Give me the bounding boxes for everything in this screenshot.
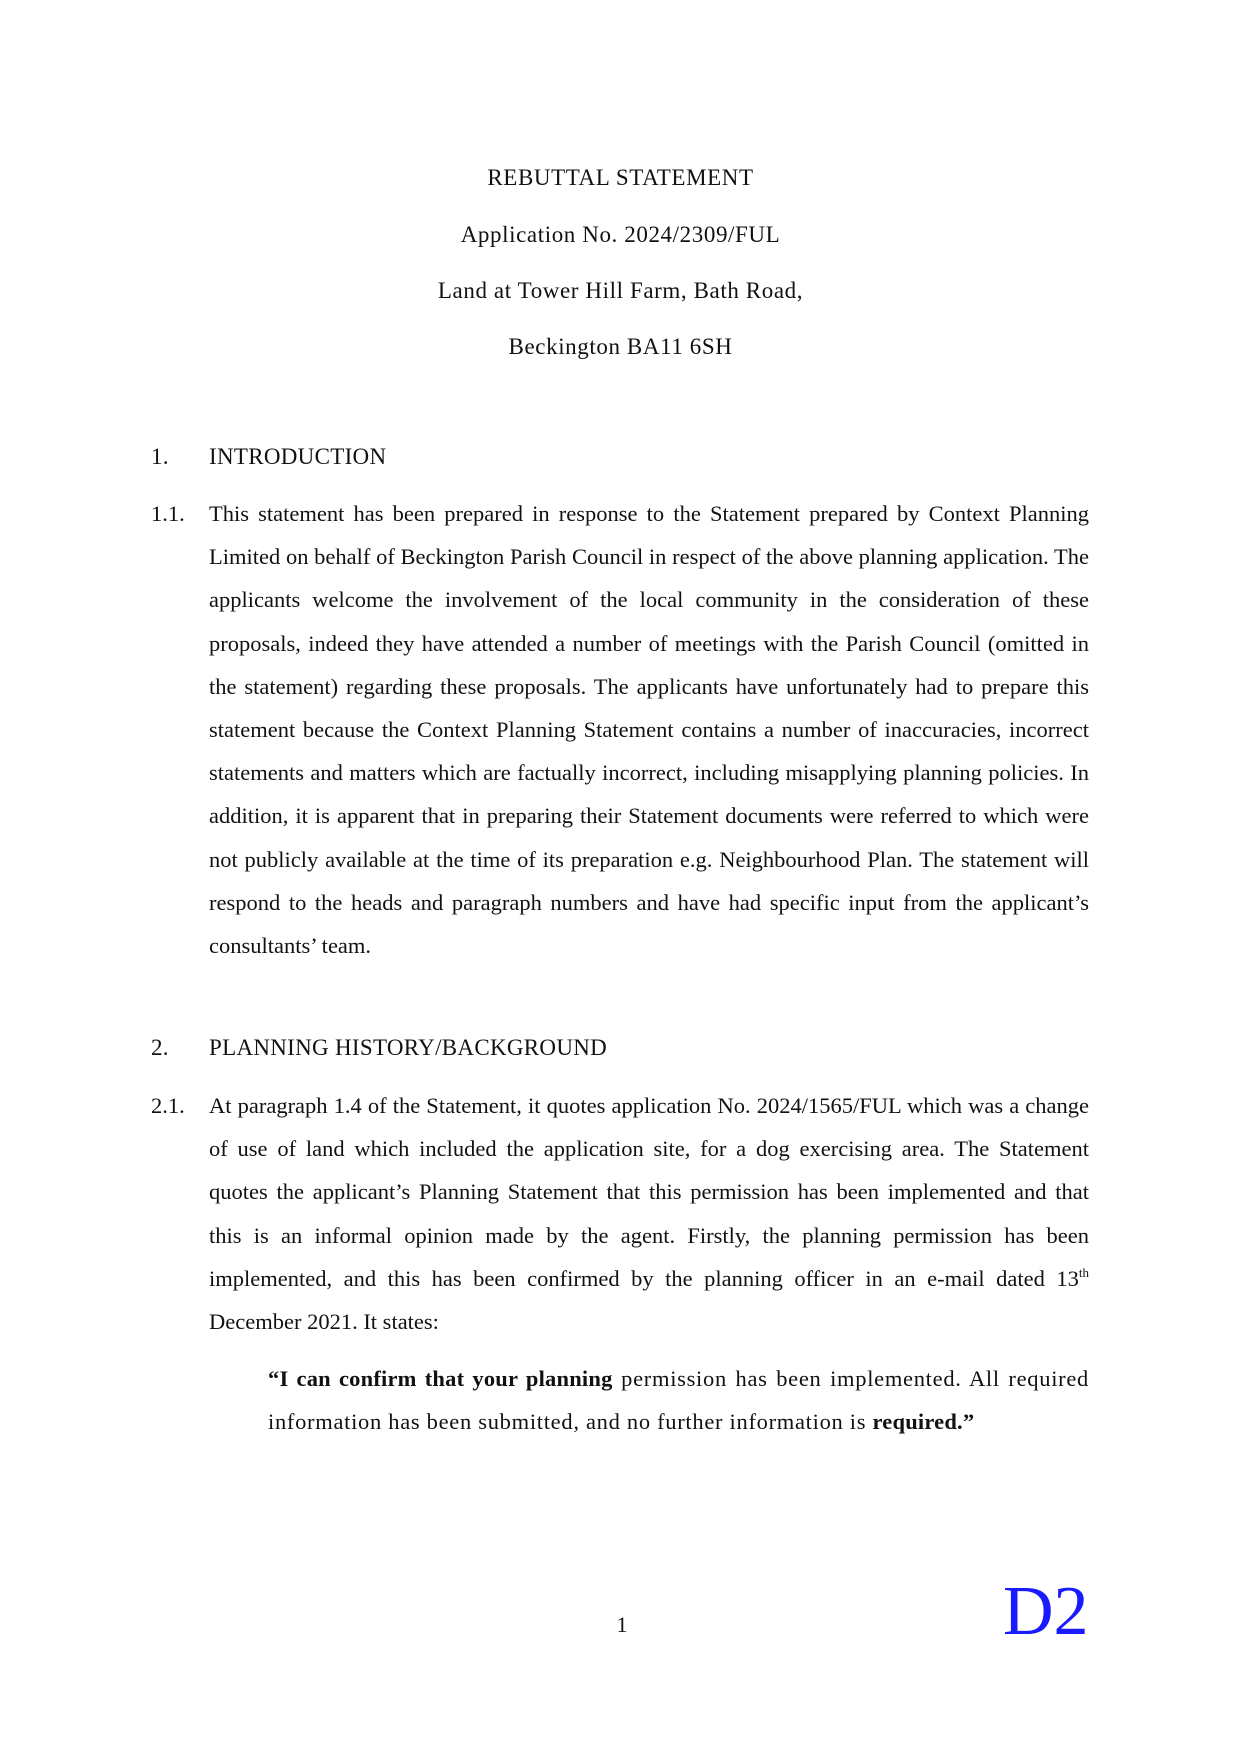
ordinal-suffix: th [1078, 1264, 1089, 1280]
paragraph-text-main: At paragraph 1.4 of the Statement, it quotes application No. 2024/1565/FUL which was a change of use of land which included the application site, for a dog exercising area. The Statement quotes the applicant’s Planning Statement that this permission has been implemented and that this is an informal opinion made by the agent. Firstly, the planning permission has been implemented, and this has been confirmed by the planning officer in an e-mail dated 13 [209, 1093, 1089, 1291]
paragraph-1-1 [151, 492, 1089, 967]
quote-bold-start: “I can confirm that your planning [268, 1366, 613, 1391]
paragraph-text: This statement has been prepared in response to the Statement prepared by Context Planning Limited on behalf of Beckington Parish Council in respect of the above planning application. The applicants welcome the involvement of the local community in the consideration of these proposals, indeed they have attended a number of meetings with the Parish Council (omitted in the statement) regarding these proposals. The applicants have unfortunately had to prepare this statement because the Context Planning Statement contains a number of inaccuracies, incorrect statements and matters which are factually incorrect, including misapplying planning policies. In addition, it is apparent that in preparing their Statement documents were referred to which were not publicly available at the time of its preparation e.g. Neighbourhood Plan. The statement will respond to the heads and paragraph numbers and have had specific input from the applicant’s consultants’ team. [209, 501, 1089, 959]
section-title: INTRODUCTION [209, 444, 387, 469]
paragraph-text [209, 1084, 1089, 1343]
quote-bold-end: required.” [872, 1409, 975, 1435]
section-number: 2. [151, 1035, 169, 1060]
section-number: 1. [151, 444, 169, 469]
paragraph-number: 2.1. [151, 1093, 185, 1118]
application-number: Application No. 2024/2309/FUL [460, 222, 781, 247]
quote-body: permission has been implemented. All required information has been submitted, and no further information is [268, 1366, 1089, 1435]
paragraph-2-1 [151, 1084, 1089, 1343]
site-address-line-2: Beckington BA11 6SH [508, 334, 733, 359]
page-number: 1 [616, 1612, 628, 1637]
email-quote [268, 1357, 1089, 1443]
paragraph-text-end: December 2021. It states: [209, 1309, 439, 1335]
section-title: PLANNING HISTORY/BACKGROUND [209, 1035, 608, 1060]
paragraph-number: 1.1. [151, 501, 185, 526]
document-reference-stamp: D2 [1003, 1573, 1089, 1650]
document-title: REBUTTAL STATEMENT [487, 165, 754, 190]
site-address-line-1: Land at Tower Hill Farm, Bath Road, [437, 278, 804, 303]
